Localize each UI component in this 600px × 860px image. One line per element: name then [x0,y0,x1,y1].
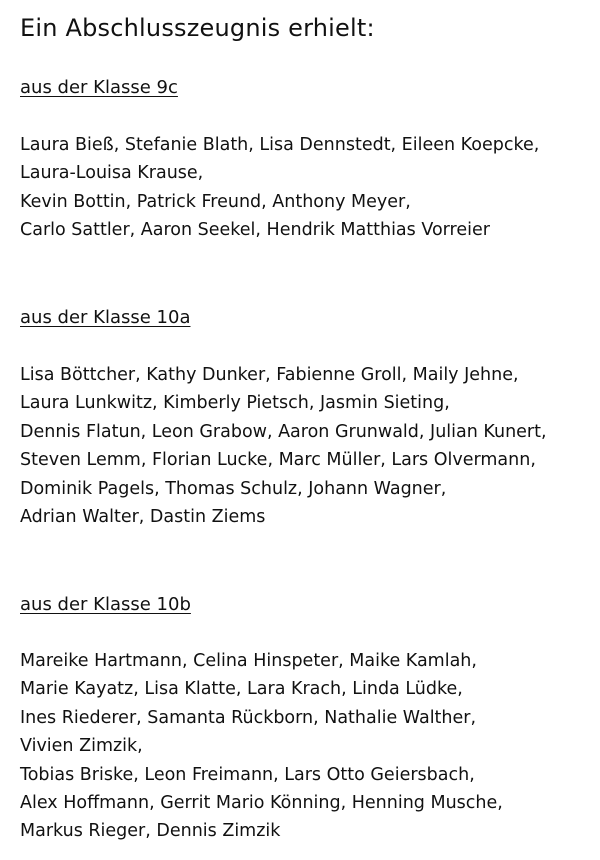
name-line: Tobias Briske, Leon Freimann, Lars Otto Geiersbach, [20,764,475,785]
section-heading-9c: aus der Klasse 9c [20,77,178,98]
name-line: Adrian Walter, Dastin Ziems [20,507,266,528]
name-list-9c [20,131,595,245]
name-list-10a [20,361,595,531]
section-klasse-10a [20,306,595,531]
section-klasse-10b [20,593,595,846]
name-line: Marie Kayatz, Lisa Klatte, Lara Krach, Linda Lüdke, [20,679,463,700]
name-line: Laura-Louisa Krause, [20,163,204,184]
page-title: Ein Abschlusszeugnis erhielt: [20,14,375,42]
name-line: Carlo Sattler, Aaron Seekel, Hendrik Matthias Vorreier [20,220,490,241]
name-line: Steven Lemm, Florian Lucke, Marc Müller, Lars Olvermann, [20,450,536,471]
name-line: Laura Lunkwitz, Kimberly Pietsch, Jasmin Sieting, [20,393,450,414]
name-line: Mareike Hartmann, Celina Hinspeter, Maike Kamlah, [20,651,477,671]
name-line: Kevin Bottin, Patrick Freund, Anthony Meyer, [20,191,411,212]
section-heading-10a: aus der Klasse 10a [20,307,191,328]
name-line: Laura Bieß, Stefanie Blath, Lisa Dennstedt, Eileen Koepcke, [20,135,540,155]
name-line: Alex Hoffmann, Gerrit Mario Könning, Henning Musche, [20,793,503,814]
name-line: Dennis Flatun, Leon Grabow, Aaron Grunwald, Julian Kunert, [20,421,547,442]
name-line: Markus Rieger, Dennis Zimzik [20,821,281,842]
name-line: Lisa Böttcher, Kathy Dunker, Fabienne Groll, Maily Jehne, [20,365,519,385]
name-line: Dominik Pagels, Thomas Schulz, Johann Wagner, [20,478,447,499]
name-line: Ines Riederer, Samanta Rückborn, Nathalie Walther, [20,707,477,728]
section-heading-10b: aus der Klasse 10b [20,594,191,615]
name-line: Vivien Zimzik, [20,736,143,757]
name-list-10b [20,647,595,846]
section-klasse-9c [20,76,595,245]
